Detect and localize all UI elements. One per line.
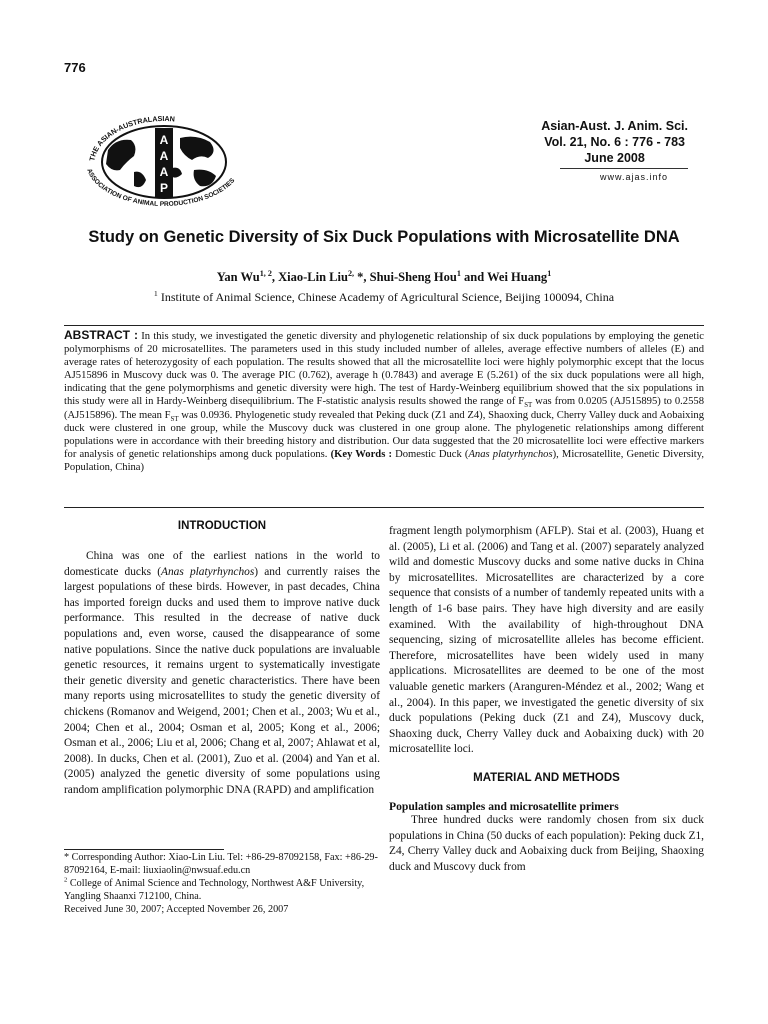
aaap-logo — [76, 110, 251, 208]
author-affil-mark: 1, 2 — [259, 268, 272, 278]
fst-subscript: ST — [524, 402, 533, 410]
affiliation-text: Institute of Animal Science, Chinese Academy of Agricultural Science, Beijing 100094, China — [157, 290, 615, 304]
logo-letter: A — [159, 133, 169, 147]
author-name: and Wei Huang — [460, 270, 548, 284]
affiliation-note-text: College of Animal Science and Technology, Northwest A&F University, Yangling Shaanxi 712100, China. — [64, 878, 365, 902]
journal-name: Asian-Aust. J. Anim. Sci. — [541, 119, 688, 133]
journal-date: June 2008 — [584, 151, 645, 165]
fst-subscript: ST — [170, 415, 179, 423]
keywords-species: Anas platyrhynchos — [468, 448, 553, 460]
journal-divider — [560, 168, 688, 169]
received-note: Received June 30, 2007; Accepted November 26, 2007 — [64, 904, 289, 915]
author-name: , Xiao-Lin Liu — [271, 270, 348, 284]
journal-volume: Vol. 21, No. 6 : 776 - 783 — [544, 135, 685, 149]
aaap-globe-logo-icon — [76, 110, 251, 208]
journal-info — [541, 118, 688, 166]
page-number: 776 — [64, 60, 86, 75]
affiliation-note — [64, 877, 384, 903]
keywords-text: Domestic Duck ( — [391, 448, 469, 460]
introduction-paragraph — [64, 549, 380, 799]
corresponding-mark: * — [354, 270, 364, 284]
svg-text:THE ASIAN-AUSTRALASIAN: THE ASIAN-AUSTRALASIAN — [87, 113, 176, 162]
left-column — [64, 520, 380, 799]
abstract-top-rule — [64, 325, 704, 326]
abstract-text: was 0.0936. Phylogenetic study revealed that Peking duck (Z1 and Z4), Shaoxing duck, Cherry Valley duck and Aobaixing duck were clustered in one group, while the Muscovy duck was clustered in one group alone. The phylogenetic relationships among different populations were in accordance with their breeding history and distribution. Our data suggested that the 20 microsatellite loci were effective markers for analysis of genetic relationships among duck populations. — [64, 409, 704, 460]
footnotes — [64, 851, 384, 916]
logo-letter: P — [159, 181, 169, 195]
logo-letter: A — [159, 149, 169, 163]
abstract — [64, 329, 704, 474]
journal-url[interactable]: www.ajas.info — [599, 172, 668, 182]
affiliation — [0, 290, 768, 305]
paragraph-text: ) and currently raises the largest populations of these birds. However, in past decades, China has imported foreign ducks and used them to improve native duck performance. This resulted in the decrease of native duck populations and, even worse, caused the disappearance of some native populations. Since the native duck populations are invaluable genetic resources, it remains urgent to systematically investigate their genetic diversity and genetic characteristics. There have been many reports using microsatellites to study the genetic diversity of chickens (Romanov and Weigend, 2001; Chen et al., 2003; Wu et al., 2004; Chen et al., 2004; Osman et al, 2005; Kong et al., 2006; Osman et al., 2006; Liu et al, 2006; Chang et al, 2007; Ahlawat et al, 2008). In ducks, Chen et al. (2001), Zuo et al. (2004) and Yan et al. (2005) analyzed the genetic diversity of some populations using random amplification polymorphic DNA (RAPD) and amplification — [64, 565, 380, 796]
introduction-heading: INTRODUCTION — [177, 520, 267, 532]
author-name: Yan Wu — [216, 270, 260, 284]
keywords-text: ), Microsatellite, Genetic Diversity, Population, China) — [64, 448, 704, 473]
author-affil-mark: 1 — [547, 268, 552, 278]
affiliation-mark: 2 — [64, 876, 68, 884]
keywords-label: (Key Words : — [330, 448, 392, 460]
svg-text:ASSOCIATION OF ANIMAL PRODUCTI: ASSOCIATION OF ANIMAL PRODUCTION SOCIETIES — [85, 167, 237, 208]
affiliation-mark: 1 — [153, 289, 158, 298]
right-column — [389, 524, 704, 875]
corresponding-author-note: * Corresponding Author: Xiao-Lin Liu. Tel: +86-29-87092158, Fax: +86-29-87092164, E-mail: liuxiaolin@nwsuaf.edu.cn — [64, 852, 378, 876]
methods-heading: MATERIAL AND METHODS — [473, 771, 620, 784]
abstract-bottom-rule — [64, 507, 704, 508]
methods-subheading: Population samples and microsatellite primers — [389, 799, 619, 813]
logo-letter: A — [159, 165, 169, 179]
author-name: , Shui-Sheng Hou — [363, 270, 457, 284]
footnote-divider — [64, 849, 224, 850]
abstract-label: ABSTRACT : — [64, 328, 138, 342]
species-name: Anas platyrhynchos — [161, 565, 255, 578]
abstract-text: was from 0.0205 (AJ515895) to 0.2558 (AJ515896). The mean F — [64, 396, 704, 421]
introduction-paragraph-continued: fragment length polymorphism (AFLP). Stai et al. (2003), Huang et al. (2005), Li et al. (2006) and Tang et al. (2007) separately analyzed wild and domestic Muscovy ducks and some native ducks in China by microsatellites. Microsatellites are characterized by a core sequence that consists of a number of tandemly repeated units with a length of 1-6 base pairs. They have high diversity and are easily examined. With the availability of high-throughout DNA sequencing, sizing of microsatellite alleles has become efficient. Therefore, microsatellites have been widely used in many applications. Microsatellites are deemed to be one of the most valuable genetic markers (Aranguren-Méndez et al., 2002; Wang et al., 2004). In this paper, we investigated the genetic diversity of six duck populations (Peking duck (Z1 and Z4), Muscovy duck, Shaoxing duck, Cherry Valley duck and Aobaixing duck) with 20 microsatellite loci. — [389, 525, 704, 756]
author-affil-mark: 1 — [456, 268, 461, 278]
methods-paragraph: Three hundred ducks were randomly chosen from six duck populations in China (50 ducks of each population): Peking duck Z1, Z4, Cherry Valley duck and Aobaixing duck from Beijing, Shaoxing duck and Muscovy duck from — [389, 813, 704, 873]
author-affil-mark: 2, — [347, 268, 355, 278]
paragraph-text: China was one of the earliest nations in the world to domesticate ducks ( — [64, 550, 380, 578]
abstract-text: In this study, we investigated the genetic diversity and phylogenetic relationship of six duck populations by employing the genetic polymorphisms of 20 microsatellites. The parameters used in this study included number of alleles, average effective numbers of alleles (E) and average rates of heterozygosity of each population. The results showed that all the microsatellite loci were highly polymorphic except that the locus AJ515896 in Muscovy duck was 0. The average PIC (0.762), average h (0.7843) and average E (5.261) of the six duck populations were all high, indicating that the gene polymorphisms and genetic diversity were high. The test of Hardy-Weinberg equilibrium showed that the six populations in this study were all in Hardy-Weinberg disequilibrium. The F-statistic analysis results showed the range of F — [64, 331, 704, 408]
author-list — [0, 270, 768, 285]
paper-title: Study on Genetic Diversity of Six Duck Populations with Microsatellite DNA — [88, 228, 680, 246]
